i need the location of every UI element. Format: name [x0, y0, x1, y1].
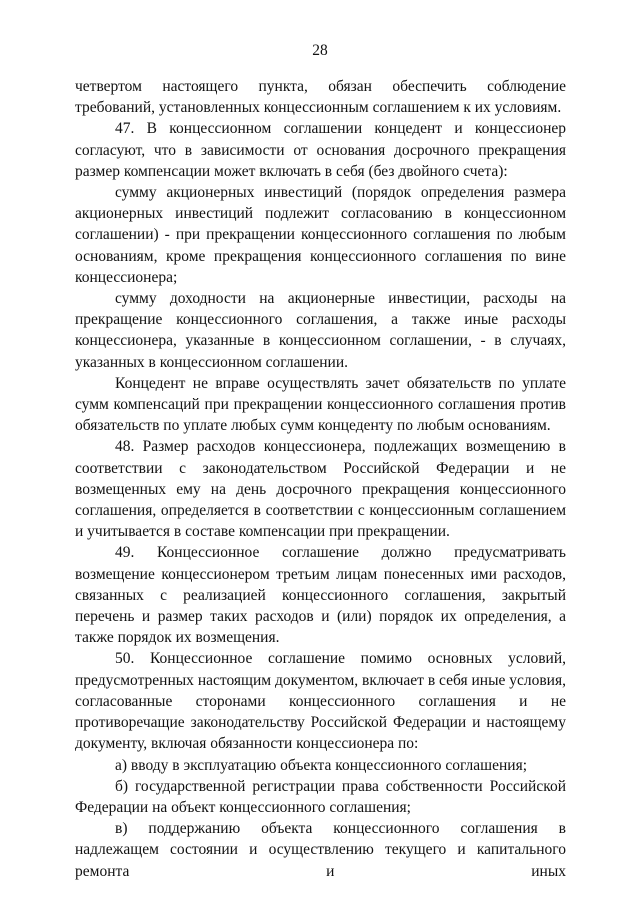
list-item-a: а) вводу в эксплуатацию объекта концессионного соглашения; [115, 756, 528, 774]
document-body [75, 76, 566, 882]
paragraph-no-offset: Концедент не вправе осуществлять зачет обязательств по уплате сумм компенсаций при прекращении концессионного соглашения против обязательств по уплате любых сумм концеденту по любым основаниям. [75, 374, 566, 435]
paragraph-47: 47. В концессионном соглашении концедент и концессионер согласуют, что в зависимости от основания досрочного прекращения размер компенсации может включать в себя (без двойного счета): [75, 120, 566, 180]
paragraph-49: 49. Концессионное соглашение должно предусматривать возмещение концессионером третьим лицам понесенных ими расходов, связанных с реализацией концессионного соглашения, закрытый перечень и размер таких расходов и (или) порядок их определения, а также порядок их возмещения. [75, 544, 566, 647]
paragraph-50: 50. Концессионное соглашение помимо основных условий, предусмотренных настоящим документом, включает в себя иные условия, согласованные сторонами концессионного соглашения и не противоречащие законодательству Российской Федерации и настоящему документу, включая обязанности концессионера по: [75, 650, 566, 753]
page-number: 28 [312, 42, 328, 59]
paragraph-equity-returns: сумму доходности на акционерные инвестиции, расходы на прекращение концессионного соглашения, а также иные расходы концессионера, указанные в концессионном соглашении, - в случаях, указанных в концессионном соглашении. [75, 290, 566, 371]
list-item-v: в) поддержанию объекта концессионного соглашения в надлежащем состоянии и осуществлению текущего и капитального ремонта и иных [75, 820, 566, 880]
list-item-b: б) государственной регистрации права собственности Российской Федерации на объект концессионного соглашения; [75, 777, 566, 816]
paragraph-continuation: четвертом настоящего пункта, обязан обеспечить соблюдение требований, установленных концессионным соглашением к их условиям. [75, 78, 566, 117]
paragraph-equity-investments: сумму акционерных инвестиций (порядок определения размера акционерных инвестиций подлежит согласованию в концессионном соглашении) - при прекращении концессионного соглашения по любым основаниям, кроме прекращения концессионного соглашения по вине концессионера; [75, 184, 566, 286]
paragraph-48: 48. Размер расходов концессионера, подлежащих возмещению в соответствии с законодательством Российской Федерации и не возмещенных ему на день досрочного прекращения концессионного соглашения, определяется в соответствии с концессионным соглашением и учитывается в составе компенсации при прекращении. [75, 438, 566, 541]
